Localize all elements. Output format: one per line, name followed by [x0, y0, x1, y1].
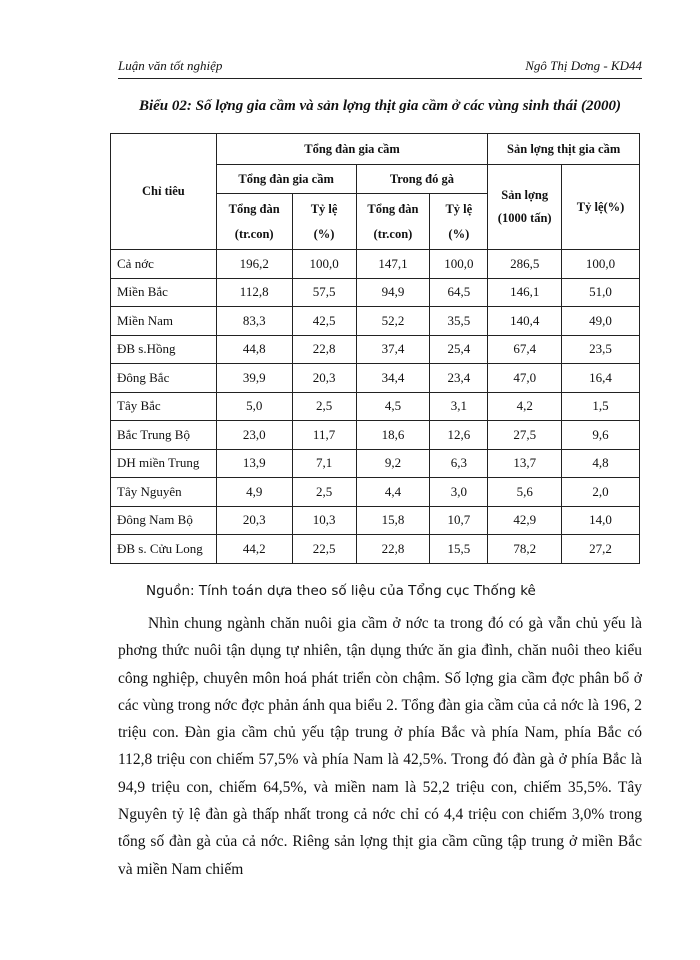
header-san-luong-label: Sản lợng — [501, 188, 549, 202]
cell: 4,2 — [488, 392, 562, 421]
table-title: Biểu 02: Số lợng gia cầm và sản lợng thịt gia cầm ở các vùng sinh thái (2000) — [138, 98, 622, 114]
header-san-luong-group: Sản lợng thịt gia cầm — [488, 134, 640, 165]
cell: 78,2 — [488, 535, 562, 564]
cell: 4,8 — [562, 449, 640, 478]
row-label: Miền Bắc — [111, 278, 217, 307]
cell: 4,5 — [356, 392, 430, 421]
table-row — [111, 421, 640, 450]
cell: 3,1 — [430, 392, 488, 421]
cell: 39,9 — [216, 364, 292, 393]
header-ty-le-2-label: Tỷ lệ — [445, 201, 473, 216]
cell: 94,9 — [356, 278, 430, 307]
cell: 6,3 — [430, 449, 488, 478]
cell: 35,5 — [430, 307, 488, 336]
cell: 100,0 — [430, 250, 488, 279]
cell: 22,8 — [356, 535, 430, 564]
cell: 44,8 — [216, 335, 292, 364]
cell: 23,5 — [562, 335, 640, 364]
cell: 64,5 — [430, 278, 488, 307]
cell: 23,4 — [430, 364, 488, 393]
body-text — [118, 610, 642, 883]
header-tong-dan-1-unit: (tr.con) — [234, 226, 274, 241]
table-row — [111, 250, 640, 279]
table-row — [111, 364, 640, 393]
cell: 5,6 — [488, 478, 562, 507]
cell: 51,0 — [562, 278, 640, 307]
cell: 12,6 — [430, 421, 488, 450]
table-row — [111, 449, 640, 478]
cell: 22,8 — [292, 335, 356, 364]
cell: 23,0 — [216, 421, 292, 450]
row-label: Tây Bắc — [111, 392, 217, 421]
header-tong-dan-2-unit: (tr.con) — [373, 226, 413, 241]
header-thesis-label: Luận văn tốt nghiệp — [118, 58, 223, 73]
table-row — [111, 535, 640, 564]
row-label: Bắc Trung Bộ — [111, 421, 217, 450]
row-label: Tây Nguyên — [111, 478, 217, 507]
table-row — [111, 478, 640, 507]
cell: 3,0 — [430, 478, 488, 507]
cell: 20,3 — [292, 364, 356, 393]
table-row — [111, 335, 640, 364]
cell: 7,1 — [292, 449, 356, 478]
cell: 18,6 — [356, 421, 430, 450]
poultry-table — [110, 133, 640, 564]
cell: 15,5 — [430, 535, 488, 564]
row-label: DH miền Trung — [111, 449, 217, 478]
cell: 47,0 — [488, 364, 562, 393]
header-tong-dan-1 — [216, 194, 292, 250]
header-san-luong — [488, 165, 562, 250]
cell: 146,1 — [488, 278, 562, 307]
cell: 4,9 — [216, 478, 292, 507]
header-ty-le-3: Tỷ lệ(%) — [562, 165, 640, 250]
cell: 42,5 — [292, 307, 356, 336]
cell: 112,8 — [216, 278, 292, 307]
cell: 2,5 — [292, 392, 356, 421]
cell: 147,1 — [356, 250, 430, 279]
cell: 42,9 — [488, 506, 562, 535]
cell: 5,0 — [216, 392, 292, 421]
cell: 44,2 — [216, 535, 292, 564]
cell: 13,9 — [216, 449, 292, 478]
cell: 100,0 — [292, 250, 356, 279]
cell: 10,3 — [292, 506, 356, 535]
cell: 20,3 — [216, 506, 292, 535]
cell: 83,3 — [216, 307, 292, 336]
header-tong-dan-2 — [356, 194, 430, 250]
header-tong-dan-2-label: Tổng đàn — [367, 201, 419, 216]
table-row — [111, 506, 640, 535]
cell: 27,2 — [562, 535, 640, 564]
table-row — [111, 278, 640, 307]
header-san-luong-unit: (1000 tấn) — [497, 211, 552, 225]
cell: 286,5 — [488, 250, 562, 279]
cell: 16,4 — [562, 364, 640, 393]
source-note: Nguồn: Tính toán dựa theo số liệu của Tổng cục Thống kê — [146, 583, 536, 599]
cell: 15,8 — [356, 506, 430, 535]
cell: 27,5 — [488, 421, 562, 450]
row-label: ĐB s. Cửu Long — [111, 535, 217, 564]
cell: 100,0 — [562, 250, 640, 279]
cell: 37,4 — [356, 335, 430, 364]
cell: 4,4 — [356, 478, 430, 507]
cell: 34,4 — [356, 364, 430, 393]
row-label: ĐB s.Hồng — [111, 335, 217, 364]
header-ty-le-1-unit: (%) — [313, 226, 335, 241]
header-trong-do-ga: Trong đó gà — [356, 165, 488, 194]
header-chi-tieu: Chỉ tiêu — [111, 134, 217, 250]
header-tong-dan-1-label: Tổng đàn — [228, 201, 280, 216]
cell: 140,4 — [488, 307, 562, 336]
header-tong-dan-group: Tổng đàn gia cầm — [216, 134, 488, 165]
table-row — [111, 307, 640, 336]
cell: 57,5 — [292, 278, 356, 307]
row-label: Đông Bắc — [111, 364, 217, 393]
paragraph: Nhìn chung ngành chăn nuôi gia cầm ở nớc ta trong đó có gà vẫn chủ yếu là phơng thức nuôi tận dụng tự nhiên, tận dụng thức ăn gia đình, chăn nuôi theo kiểu công nghiệp, chuyên môn hoá phát triển còn chậm. Số lợng gia cầm đợc phân bổ ở các vùng trong nớc đợc phản ánh qua biểu 2. Tổng đàn gia cầm của cả nớc là 196, 2 triệu con. Đàn gia cầm chủ yếu tập trung ở phía Bắc và phía Nam, phía Bắc có 112,8 triệu con chiếm 57,5% và phía Nam là 42,5%. Trong đó đàn gà ở phía Bắc là 94,9 triệu con, chiếm 64,5%, và miền nam là 52,2 triệu con, chiếm 35,5%. Tây Nguyên tỷ lệ đàn gà thấp nhất trong cả nớc chỉ có 4,4 triệu con chiếm 3,0% trong tổng số đàn gà của cả nớc. Riêng sản lợng thịt gia cầm cũng tập trung ở miền Bắc và miền Nam chiếm — [118, 615, 642, 878]
cell: 9,2 — [356, 449, 430, 478]
cell: 25,4 — [430, 335, 488, 364]
cell: 22,5 — [292, 535, 356, 564]
header-ty-le-1-label: Tỷ lệ — [310, 201, 338, 216]
row-label: Cả nớc — [111, 250, 217, 279]
row-label: Đông Nam Bộ — [111, 506, 217, 535]
table-body — [111, 250, 640, 564]
cell: 14,0 — [562, 506, 640, 535]
header-author: Ngô Thị Dơng - KD44 — [525, 58, 642, 73]
cell: 196,2 — [216, 250, 292, 279]
page-header — [118, 58, 642, 79]
cell: 67,4 — [488, 335, 562, 364]
row-label: Miền Nam — [111, 307, 217, 336]
cell: 1,5 — [562, 392, 640, 421]
cell: 2,5 — [292, 478, 356, 507]
cell: 2,0 — [562, 478, 640, 507]
table-row — [111, 392, 640, 421]
header-ty-le-2 — [430, 194, 488, 250]
cell: 52,2 — [356, 307, 430, 336]
header-tong-dan-sub: Tổng đàn gia cầm — [216, 165, 356, 194]
cell: 10,7 — [430, 506, 488, 535]
cell: 13,7 — [488, 449, 562, 478]
cell: 11,7 — [292, 421, 356, 450]
header-ty-le-2-unit: (%) — [448, 226, 470, 241]
cell: 49,0 — [562, 307, 640, 336]
cell: 9,6 — [562, 421, 640, 450]
header-ty-le-1 — [292, 194, 356, 250]
